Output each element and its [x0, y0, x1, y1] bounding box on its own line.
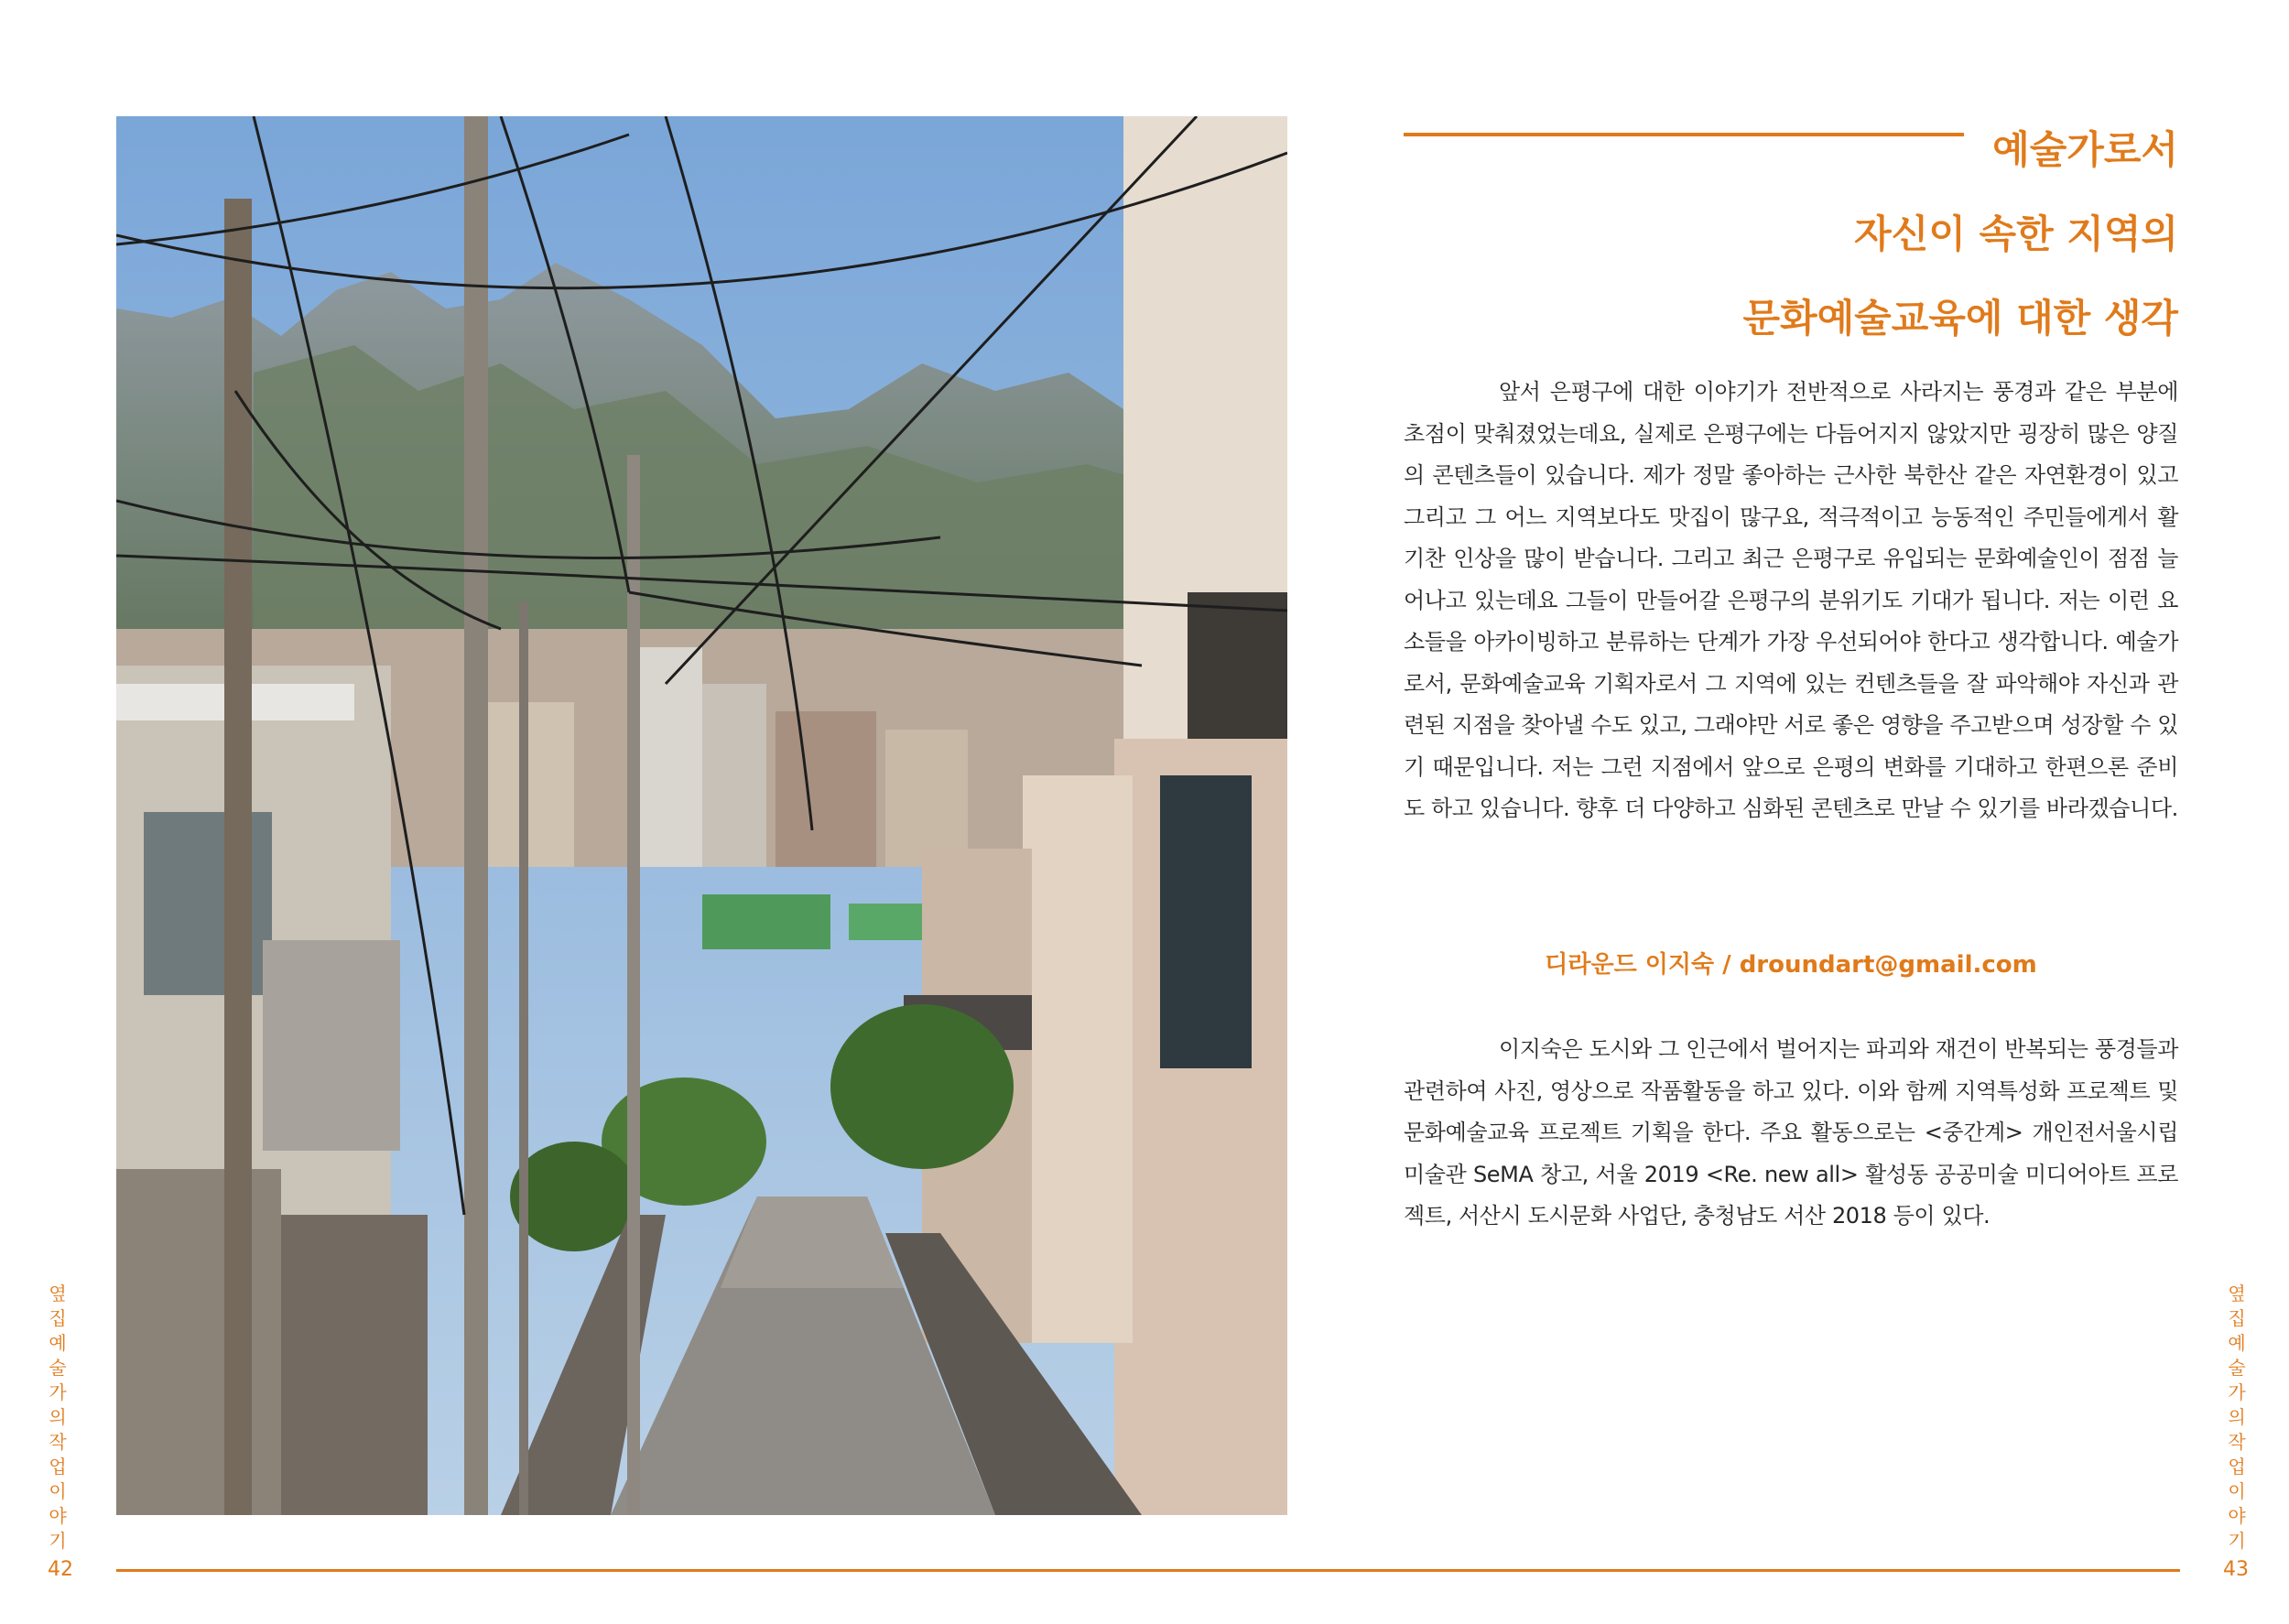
- alley-photo: [116, 116, 1287, 1515]
- margin-char: 술: [2228, 1357, 2246, 1379]
- page-number-left: 42: [48, 1558, 73, 1581]
- body-paragraph-1: [1404, 372, 2178, 830]
- margin-char: 예: [49, 1332, 67, 1354]
- margin-char: 업: [2228, 1456, 2246, 1478]
- margin-char: 업: [49, 1456, 67, 1478]
- alley-photo-illustration: [116, 116, 1287, 1515]
- margin-char: 이: [49, 1480, 67, 1502]
- margin-char: 집: [2228, 1307, 2246, 1329]
- title-line-1: 예술가로서: [1992, 127, 2178, 172]
- footer-rule: [116, 1569, 2180, 1572]
- margin-char: 집: [49, 1307, 67, 1329]
- margin-char: 의: [49, 1406, 67, 1428]
- margin-label-left: [44, 1282, 71, 1554]
- body-paragraph-2: [1404, 1029, 2178, 1238]
- body-paragraph-2-text: 이지숙은 도시와 그 인근에서 벌어지는 파괴와 재건이 반복되는 풍경들과 관련하여 사진, 영상으로 작품활동을 하고 있다. 이와 함께 지역특성화 프로젝트 및 문화예술교육 프로젝트 기획을 한다. 주요 활동으로는 <중간계> 개인전서울시립미술관 SeMA 창고, 서울 2019 <Re. new all> 활성동 공공미술 미디어아트 프로젝트, 서산시 도시문화 사업단, 충청남도 서산 2018 등이 있다.: [1404, 1036, 2178, 1229]
- margin-char: 야: [49, 1505, 67, 1527]
- page-number-right: 43: [2223, 1558, 2249, 1581]
- margin-char: 의: [2228, 1406, 2246, 1428]
- margin-char: 옆: [2228, 1283, 2246, 1305]
- margin-char: 야: [2228, 1505, 2246, 1527]
- author-credit: 디라운드 이지숙 / droundart@gmail.com: [1545, 951, 2037, 979]
- article-title: [1537, 108, 2178, 361]
- margin-char: 예: [2228, 1332, 2246, 1354]
- margin-char: 작: [2228, 1431, 2246, 1453]
- margin-char: 옆: [49, 1283, 67, 1305]
- margin-char: 술: [49, 1357, 67, 1379]
- margin-char: 기: [49, 1530, 67, 1552]
- margin-char: 이: [2228, 1480, 2246, 1502]
- margin-char: 기: [2228, 1530, 2246, 1552]
- body-paragraph-1-text: 앞서 은평구에 대한 이야기가 전반적으로 사라지는 풍경과 같은 부분에 초점이 맞춰졌었는데요, 실제로 은평구에는 다듬어지지 않았지만 굉장히 많은 양질의 콘텐츠들이 있습니다. 제가 정말 좋아하는 근사한 북한산 같은 자연환경이 있고 그리고 그 어느 지역보다도 맛집이 많구요, 적극적이고 능동적인 주민들에게서 활기찬 인상을 많이 받습니다. 그리고 최근 은평구로 유입되는 문화예술인이 점점 늘어나고 있는데요 그들이 만들어갈 은평구의 분위기도 기대가 됩니다. 저는 이런 요소들을 아카이빙하고 분류하는 단계가 가장 우선되어야 한다고 생각합니다. 예술가로서, 문화예술교육 기획자로서 그 지역에 있는 컨텐츠들을 잘 파악해야 자신과 관련된 지점을 찾아낼 수도 있고, 그래야만 서로 좋은 영향을 주고받으며 성장할 수 있기 때문입니다. 저는 그런 지점에서 앞으로 은평의 변화를 기대하고 한편으론 준비도 하고 있습니다. 향후 더 다양하고 심화된 콘텐츠로 만날 수 있기를 바라겠습니다.: [1404, 379, 2178, 821]
- margin-char: 가: [2228, 1381, 2246, 1403]
- margin-char: 작: [49, 1431, 67, 1453]
- margin-char: 가: [49, 1381, 67, 1403]
- title-line-3: 문화예술교육에 대한 생각: [1742, 296, 2178, 341]
- title-line-2: 자신이 속한 지역의: [1854, 211, 2178, 256]
- margin-label-right: [2223, 1282, 2251, 1554]
